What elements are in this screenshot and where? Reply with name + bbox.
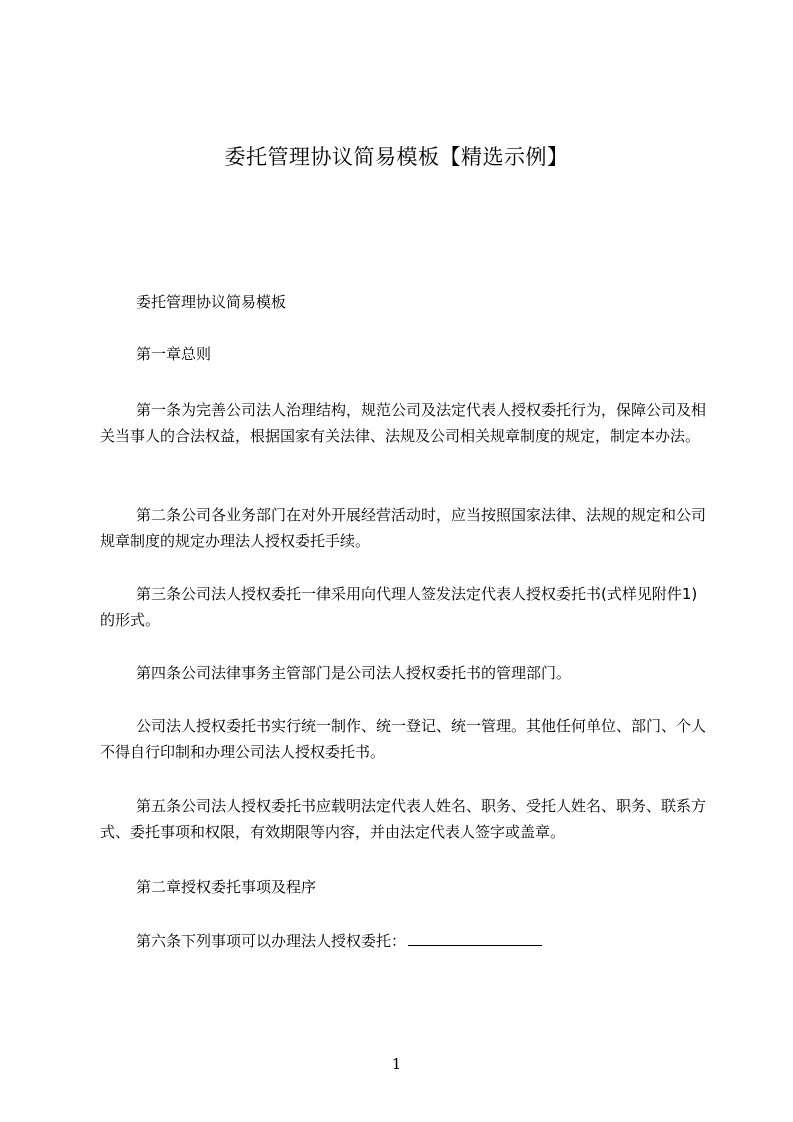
paragraph-management: 公司法人授权委托书实行统一制作、统一登记、统一管理。其他任何单位、部门、个人不得自行印制和办理公司法人授权委托书。 (100, 717, 707, 761)
fill-in-blank[interactable] (408, 930, 542, 946)
paragraph-article-2: 第二条公司各业务部门在对外开展经营活动时，应当按照国家法律、法规的规定和公司规章制度的规定办理法人授权委托手续。 (100, 506, 707, 550)
paragraph-article-6 (100, 928, 710, 954)
document-title: 委托管理协议简易模板【精选示例】 (224, 145, 569, 169)
paragraph-article-4: 第四条公司法律事务主管部门是公司法人授权委托书的管理部门。 (136, 664, 572, 682)
paragraph-subtitle: 委托管理协议简易模板 (136, 293, 287, 311)
paragraph-chapter-1: 第一章总则 (136, 345, 212, 363)
paragraph-chapter-2: 第二章授权委托事项及程序 (136, 878, 317, 896)
article-6-text: 第六条下列事项可以办理法人授权委托： (136, 932, 407, 950)
paragraph-article-3: 第三条公司法人授权委托一律采用向代理人签发法定代表人授权委托书(式样见附件1)的形式。 (100, 585, 698, 629)
page-number: 1 (391, 1055, 402, 1073)
paragraph-article-5: 第五条公司法人授权委托书应载明法定代表人姓名、职务、受托人姓名、职务、联系方式、委托事项和权限，有效期限等内容，并由法定代表人签字或盖章。 (100, 797, 707, 841)
paragraph-article-1: 第一条为完善公司法人治理结构，规范公司及法定代表人授权委托行为，保障公司及相关当事人的合法权益，根据国家有关法律、法规及公司相关规章制度的规定，制定本办法。 (100, 401, 707, 445)
